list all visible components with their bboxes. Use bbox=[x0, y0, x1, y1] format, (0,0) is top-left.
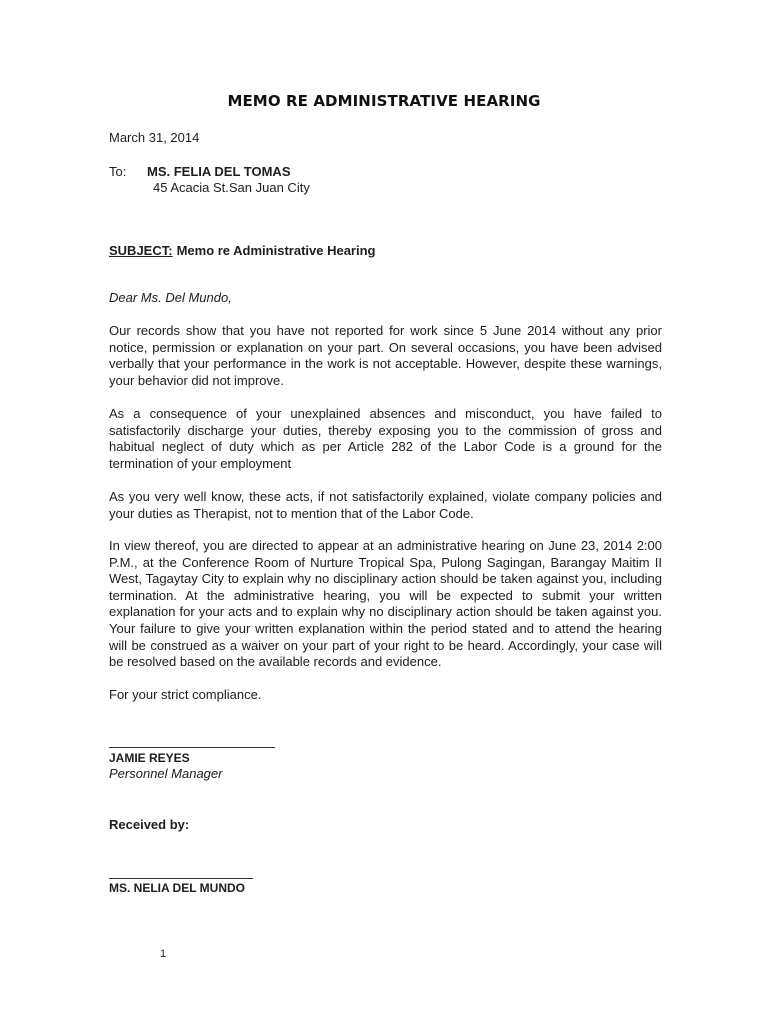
body-paragraph-3: As you very well know, these acts, if not satisfactorily explained, violate company policies and your duties as Therapist, not to mention that of the Labor Code. bbox=[109, 489, 662, 521]
closing-line: For your strict compliance. bbox=[109, 687, 262, 702]
received-by-label: Received by: bbox=[109, 817, 190, 832]
receiver-signature-line bbox=[109, 878, 253, 879]
signature-line bbox=[109, 747, 275, 748]
signatory-name: JAMIE REYES bbox=[109, 751, 190, 765]
memo-date: March 31, 2014 bbox=[109, 130, 200, 145]
body-paragraph-4: In view thereof, you are directed to appear at an administrative hearing on June 23, 2014 2:00 P.M., at the Conference Room of Nurture Tropical Spa, Pulong Sagingan, Barangay Maitim II West, Tagaytay City to explain why no disciplinary action should be taken against you, including termination. At the administrative hearing, you will be expected to submit your written explanation for your acts and to explain why no disciplinary action should be taken against you. Your failure to give your written explanation within the period stated and to attend the hearing will be construed as a waiver on your part of your right to be heard. Accordingly, your case will be resolved based on the available records and evidence. bbox=[109, 538, 662, 670]
signatory-title: Personnel Manager bbox=[109, 766, 223, 781]
recipient-row bbox=[109, 164, 291, 179]
to-label: To: bbox=[109, 164, 127, 179]
subject-text: Memo re Administrative Hearing bbox=[176, 243, 376, 258]
subject-label: SUBJECT: bbox=[109, 243, 173, 258]
memo-title: MEMO RE ADMINISTRATIVE HEARING bbox=[227, 92, 541, 110]
body-paragraph-1: Our records show that you have not reported for work since 5 June 2014 without any prior notice, permission or explanation on your part. On several occasions, you have been advised verbally that your performance in the work is not acceptable. However, despite these warnings, your behavior did not improve. bbox=[109, 323, 662, 388]
receiver-name: MS. NELIA DEL MUNDO bbox=[109, 881, 246, 895]
recipient-address: 45 Acacia St.San Juan City bbox=[153, 180, 310, 195]
page-number: 1 bbox=[160, 948, 167, 960]
recipient-name: MS. FELIA DEL TOMAS bbox=[147, 164, 291, 179]
body-paragraph-2: As a consequence of your unexplained absences and misconduct, you have failed to satisfactorily discharge your duties, thereby exposing you to the commission of gross and habitual neglect of duty which as per Article 282 of the Labor Code is a ground for the termination of your employment bbox=[109, 406, 662, 471]
subject-row bbox=[109, 243, 375, 258]
salutation: Dear Ms. Del Mundo, bbox=[109, 290, 232, 305]
